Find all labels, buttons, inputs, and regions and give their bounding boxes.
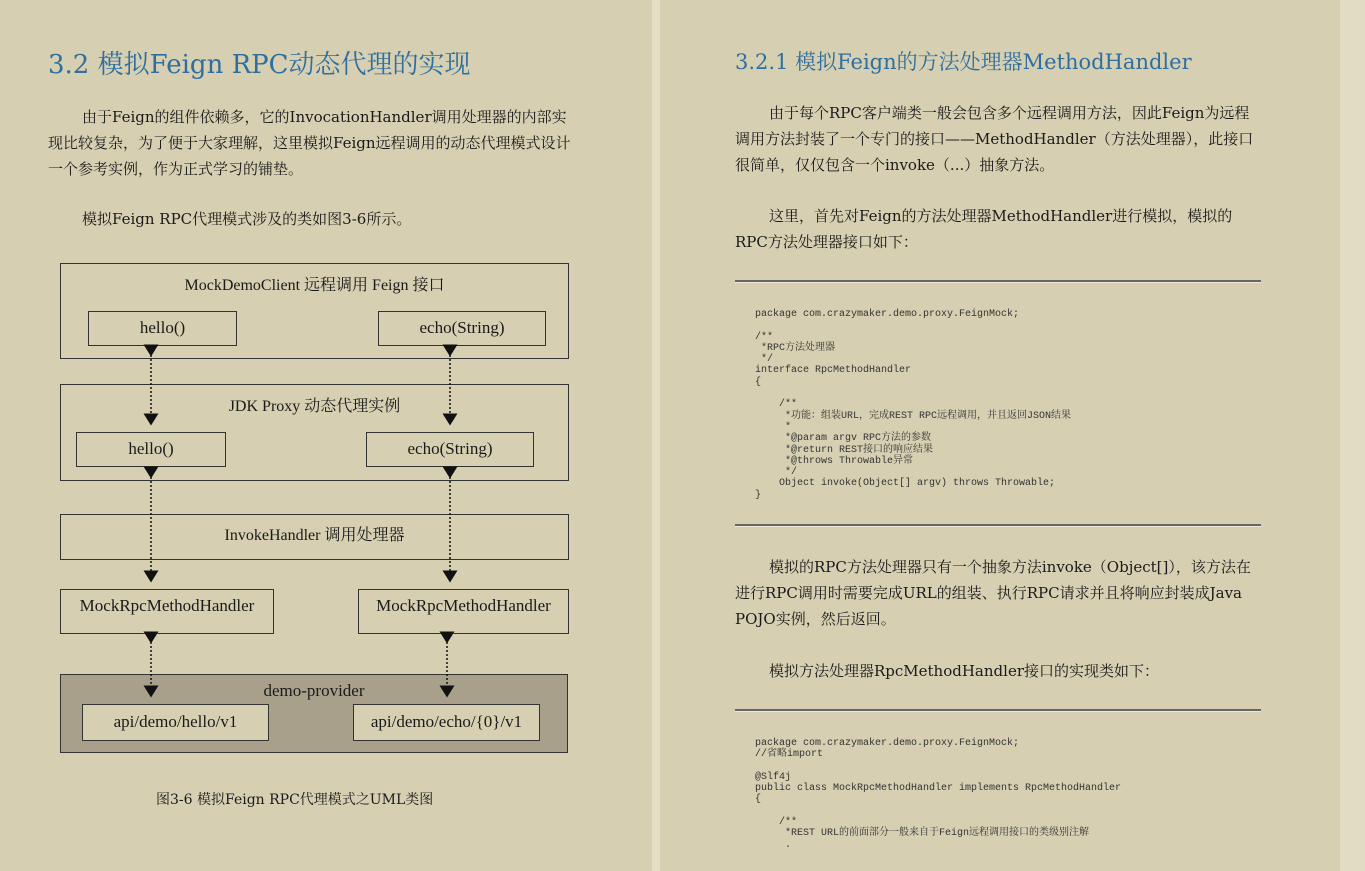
proxy-hello-box: hello() bbox=[76, 432, 226, 467]
paragraph: 这里，首先对Feign的方法处理器MethodHandler进行模拟，模拟的RPC方法处理器接口如下： bbox=[735, 207, 1233, 251]
invoke-handler-box: InvokeHandler 调用处理器 bbox=[60, 514, 569, 560]
page-gutter bbox=[652, 0, 660, 871]
paragraph: 模拟的RPC方法处理器只有一个抽象方法invoke（Object[]），该方法在进行RPC调用时需要完成URL的组装、执行RPC请求并且将响应封装成Java POJO实例，然后返回。 bbox=[735, 558, 1251, 628]
provider-echo-box: api/demo/echo/{0}/v1 bbox=[353, 704, 540, 741]
code-rule-bottom bbox=[735, 524, 1261, 527]
client-title: MockDemoClient 远程调用 Feign 接口 bbox=[184, 277, 445, 294]
code-rule-top bbox=[735, 280, 1261, 283]
client-hello-box: hello() bbox=[88, 311, 237, 346]
figure-caption: 图3-6 模拟Feign RPC代理模式之UML类图 bbox=[156, 792, 434, 808]
paragraph: 由于Feign的组件依赖多，它的InvocationHandler调用处理器的内部实现比较复杂，为了便于大家理解，这里模拟Feign远程调用的动态代理模式设计一个参考实例，作为正式学习的铺垫。 bbox=[48, 108, 571, 178]
page-edge bbox=[1340, 0, 1365, 871]
provider-hello-box: api/demo/hello/v1 bbox=[82, 704, 269, 741]
proxy-title: JDK Proxy 动态代理实例 bbox=[228, 398, 401, 415]
handler-left-box: MockRpcMethodHandler bbox=[60, 589, 274, 634]
subsection-heading: 3.2.1 模拟Feign的方法处理器MethodHandler bbox=[735, 50, 1192, 74]
provider-title: demo-provider bbox=[263, 681, 365, 700]
code-block-impl: package com.crazymaker.demo.proxy.FeignMock; //省略import @Slf4j public class MockRpcMethodHandler implements RpcMethodHandler { /** *REST URL的前面部分一般来自于Feign远程调用接口的类级别注解 . bbox=[755, 738, 1122, 851]
section-heading: 3.2 模拟Feign RPC动态代理的实现 bbox=[48, 50, 471, 80]
code-rule-top-2 bbox=[735, 709, 1261, 712]
paragraph: 模拟Feign RPC代理模式涉及的类如图3-6所示。 bbox=[82, 210, 412, 228]
handler-right-box: MockRpcMethodHandler bbox=[358, 589, 569, 634]
paragraph: 由于每个RPC客户端类一般会包含多个远程调用方法，因此Feign为远程调用方法封装了一个专门的接口——MethodHandler（方法处理器），此接口很简单，仅仅包含一个invoke（...）抽象方法。 bbox=[735, 104, 1254, 174]
client-echo-box: echo(String) bbox=[378, 311, 546, 346]
diagram-arrows bbox=[0, 0, 652, 871]
left-page bbox=[0, 0, 652, 871]
code-block-interface: package com.crazymaker.demo.proxy.FeignMock; /** *RPC方法处理器 */ interface RpcMethodHandler { /** *功能：组装URL，完成REST RPC远程调用，并且返回JSON结果 * *@param argv RPC方法的参数 *@return REST接口的响应结果 *@throws Throwable异常 */ Object invoke(Object[] argv) throws Throwable; } bbox=[755, 309, 1072, 501]
paragraph: 模拟方法处理器RpcMethodHandler接口的实现类如下： bbox=[769, 662, 1159, 680]
proxy-echo-box: echo(String) bbox=[366, 432, 534, 467]
